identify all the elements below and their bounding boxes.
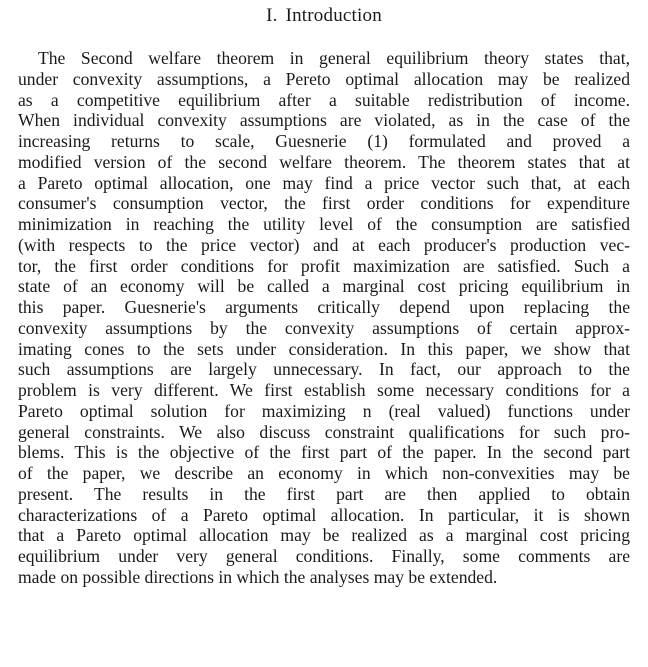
text-line: When individual convexity assumptions are violated, as in the case of the xyxy=(18,110,630,131)
text-line: as a competitive equilibrium after a suitable redistribution of income. xyxy=(18,89,630,110)
section-heading xyxy=(0,3,648,29)
text-line: imating cones to the sets under consideration. In this paper, we show that xyxy=(18,338,630,359)
text-line: convexity assumptions by the convexity assumptions of certain approx- xyxy=(18,317,630,338)
text-line: (with respects to the price vector) and at each producer's production vec- xyxy=(18,234,630,255)
text-line: increasing returns to scale, Guesnerie (1) formulated and proved a xyxy=(18,131,630,151)
text-line: problem is very different. We first establish some necessary conditions for a xyxy=(18,380,630,400)
section-title: Introduction xyxy=(285,5,382,26)
text-line: blems. This is the objective of the first part of the paper. In the second part xyxy=(18,442,630,463)
text-line: state of an economy will be called a marginal cost pricing equilibrium in xyxy=(18,276,630,297)
text-line: modified version of the second welfare theorem. The theorem states that at xyxy=(18,151,630,172)
text-line: Pareto optimal solution for maximizing n (real valued) functions under xyxy=(18,400,630,421)
text-line: consumer's consumption vector, the first order conditions for expenditure xyxy=(18,193,630,214)
text-line: tor, the first order conditions for profit maximization are satisfied. Such a xyxy=(18,255,630,276)
text-line: that a Pareto optimal allocation may be realized as a marginal cost pricing xyxy=(18,525,630,546)
text-line: a Pareto optimal allocation, one may find a price vector such that, at each xyxy=(18,172,630,193)
text-line: general constraints. We also discuss constraint qualifications for such pro- xyxy=(18,421,630,442)
text-line: made on possible directions in which the analyses may be extended. xyxy=(18,566,498,587)
text-line: this paper. Guesnerie's arguments critically depend upon replacing the xyxy=(18,297,630,317)
text-line: characterizations of a Pareto optimal allocation. In particular, it is shown xyxy=(18,504,630,525)
text-line: The Second welfare theorem in general equilibrium theory states that, xyxy=(38,48,630,68)
section-number: I. xyxy=(266,5,278,26)
text-line: equilibrium under very general conditions. Finally, some comments are xyxy=(18,546,630,566)
text-line: under convexity assumptions, a Pereto optimal allocation may be realized xyxy=(18,68,630,89)
text-line: present. The results in the first part are then applied to obtain xyxy=(18,483,630,504)
text-line: such assumptions are largely unnecessary. In fact, our approach to the xyxy=(18,359,630,380)
text-line: minimization in reaching the utility level of the consumption are satisfied xyxy=(18,214,630,234)
introduction-paragraph xyxy=(18,48,630,588)
text-line: of the paper, we describe an economy in which non-convexities may be xyxy=(18,463,630,483)
